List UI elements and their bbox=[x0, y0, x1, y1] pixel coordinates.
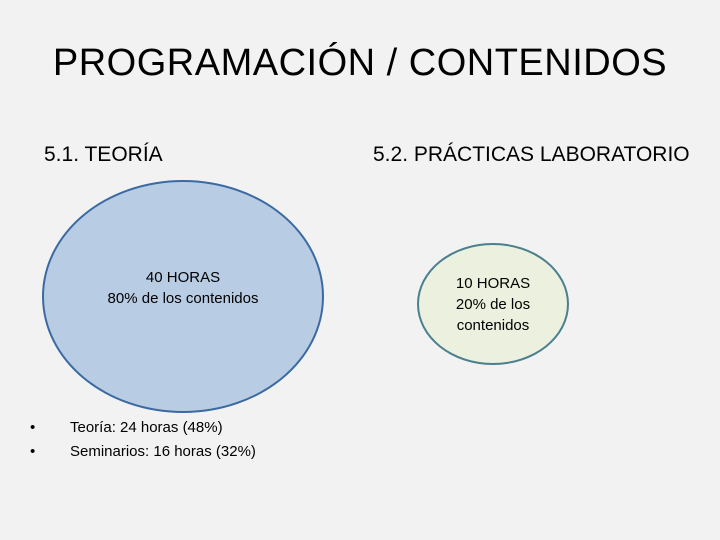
list-item bbox=[30, 416, 256, 440]
bullet-icon: • bbox=[30, 419, 36, 436]
slide-title: PROGRAMACIÓN / CONTENIDOS bbox=[52, 42, 668, 84]
theory-hours-ellipse bbox=[42, 180, 324, 413]
lab-percent-text: 20% de los bbox=[455, 295, 531, 313]
theory-hours-text: 40 HORAS bbox=[145, 268, 221, 286]
bullet-icon: • bbox=[30, 443, 36, 460]
lab-percent-text-cont: contenidos bbox=[456, 316, 530, 334]
lab-practice-heading: 5.2. PRÁCTICAS LABORATORIO bbox=[373, 143, 690, 166]
list-item-text: Seminarios: 16 horas (32%) bbox=[70, 443, 256, 460]
theory-percent-text: 80% de los contenidos bbox=[107, 289, 259, 307]
lab-hours-text: 10 HORAS bbox=[455, 274, 531, 292]
lab-hours-ellipse bbox=[417, 243, 569, 365]
theory-breakdown-list bbox=[30, 416, 256, 464]
list-item-text: Teoría: 24 horas (48%) bbox=[70, 419, 223, 436]
theory-heading: 5.1. TEORÍA bbox=[44, 143, 163, 166]
list-item bbox=[30, 440, 256, 464]
